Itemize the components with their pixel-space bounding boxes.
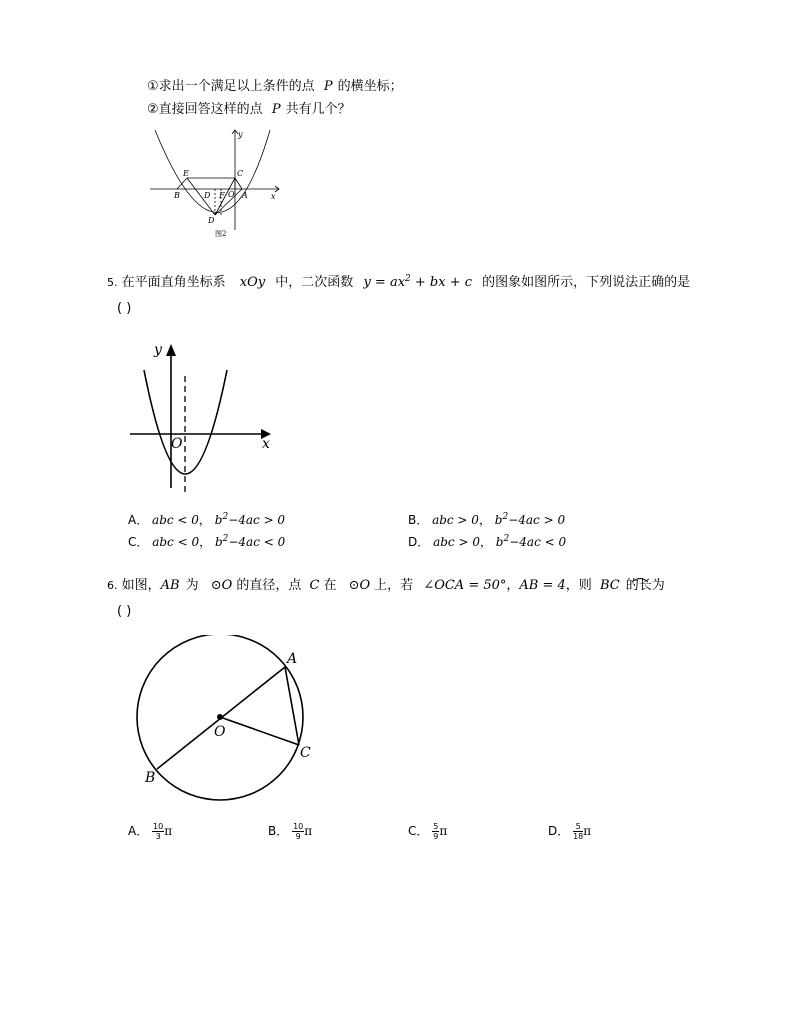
arc-bc: BC [599,578,620,593]
center-point [217,714,223,720]
label-b: B [174,191,180,200]
option-sep: ， [478,513,491,527]
point-c: C [309,578,320,593]
option-letter: B． [268,824,289,838]
point-var: P [271,102,281,117]
sub-text: 的横坐标； [337,79,403,94]
answer-blank: ( ) [117,301,132,316]
label-x: x [271,192,276,201]
fraction-numerator: 5 [573,822,583,832]
arc-symbol [628,575,652,583]
question-number: 6. [107,579,118,592]
option-expr: abc > 0 [433,535,480,549]
q5-option-a[interactable] [128,512,285,528]
option-sep: ， [479,535,492,549]
circle-o: ⊙O [210,578,233,593]
label-a: A [242,191,248,200]
option-letter: A． [128,824,149,838]
option-sep: ， [199,535,212,549]
label-a: A [287,651,298,667]
stem-text: ，则 [565,578,592,593]
label-e: E [183,169,189,178]
segment-b-e [177,178,187,189]
q5-option-d[interactable] [408,534,566,550]
sub-text: 求出一个满足以上条件的点 [158,79,315,94]
stem-text: 为 [185,578,199,593]
fraction-numerator: 10 [153,822,164,831]
q6-option-b[interactable] [268,822,312,841]
segment-c-a [235,178,242,189]
option-letter: D． [408,535,430,549]
sub-text: 直接回答这样的点 [158,102,263,117]
fraction [573,822,583,841]
segment-ac [285,667,299,745]
option-sep: ， [198,513,211,527]
pi-symbol: π [164,824,173,838]
label-o: O [214,724,226,740]
label-c: C [300,745,311,761]
option-expr: $b^2-4ac > 0$ [214,512,286,527]
stem-text: 上，若 [374,578,414,593]
sub-question-2 [147,101,351,119]
q5-option-b[interactable] [408,512,565,528]
pi-symbol: π [304,824,313,838]
question-5-stem [107,274,690,292]
fraction [292,822,304,841]
pi-symbol: π [439,824,448,838]
q5-option-c[interactable] [128,534,285,550]
question-number: 5. [107,276,118,289]
fraction-numerator: 5 [433,822,439,831]
label-b: B [145,770,156,786]
label-d-low: D [208,216,215,225]
coord-system: xOy [239,275,266,290]
parabola [155,130,270,213]
sub-question-1 [147,78,403,96]
fraction-denominator: 9 [295,832,301,841]
option-letter: C． [408,824,429,838]
quadratic-expression: $y = ax^2$ + bx + c [363,274,473,290]
q6-option-d[interactable] [548,822,591,841]
stem-text: 在 [323,578,337,593]
pi-symbol: π [583,824,592,838]
label-x: x [262,436,270,452]
sub-text: 共有几个？ [285,102,351,117]
fraction-numerator: 10 [293,822,304,831]
figure-2-diagram [145,125,290,243]
angle-oca: ∠OCA = 50° [423,578,507,593]
stem-text: 的图象如图所示，下列说法正确的是 [482,275,691,290]
option-expr: abc > 0 [432,513,479,527]
fraction-denominator: 18 [573,832,584,841]
label-o: O [171,436,183,452]
q6-option-c[interactable] [408,822,447,841]
stem-text: 的长为 [625,578,665,593]
stem-sep: ， [506,578,520,593]
question-5-graph [125,338,280,498]
answer-blank: ( ) [117,604,132,619]
fraction-denominator: 9 [433,832,439,841]
label-f: F [219,191,225,200]
option-letter: C． [128,535,149,549]
option-letter: A． [128,513,149,527]
segment-ab: AB [160,578,180,593]
option-expr: abc < 0 [152,535,200,549]
label-o: O [228,190,235,199]
ab-length: AB = 4 [519,578,566,593]
question-6-stem [107,577,665,595]
point-var: P [323,79,333,94]
stem-text: 的直径，点 [236,578,302,593]
figure-caption: 图2 [215,230,227,238]
sub-marker: ① [147,79,159,94]
option-expr: $b^2-4ac < 0$ [214,534,286,549]
stem-text: 如图， [121,578,161,593]
stem-text: 中，二次函数 [275,275,354,290]
label-c: C [237,169,244,178]
question-6-circle-diagram [130,635,330,815]
option-expr: abc < 0 [152,513,199,527]
sub-marker: ② [147,102,159,117]
q6-option-a[interactable] [128,822,172,841]
option-letter: B． [408,513,429,527]
option-expr: $b^2-4ac < 0$ [495,534,567,549]
label-d-axis: D [204,191,211,200]
segment-oc [220,717,299,745]
circle-o: ⊙O [348,578,371,593]
y-axis-arrow [166,344,176,356]
option-expr: $b^2-4ac > 0$ [494,512,566,527]
fraction [152,822,164,841]
label-y: y [154,342,162,358]
option-letter: D． [548,824,570,838]
fraction-denominator: 3 [155,832,161,841]
label-y: y [238,130,243,139]
stem-text: 在平面直角坐标系 [121,275,226,290]
